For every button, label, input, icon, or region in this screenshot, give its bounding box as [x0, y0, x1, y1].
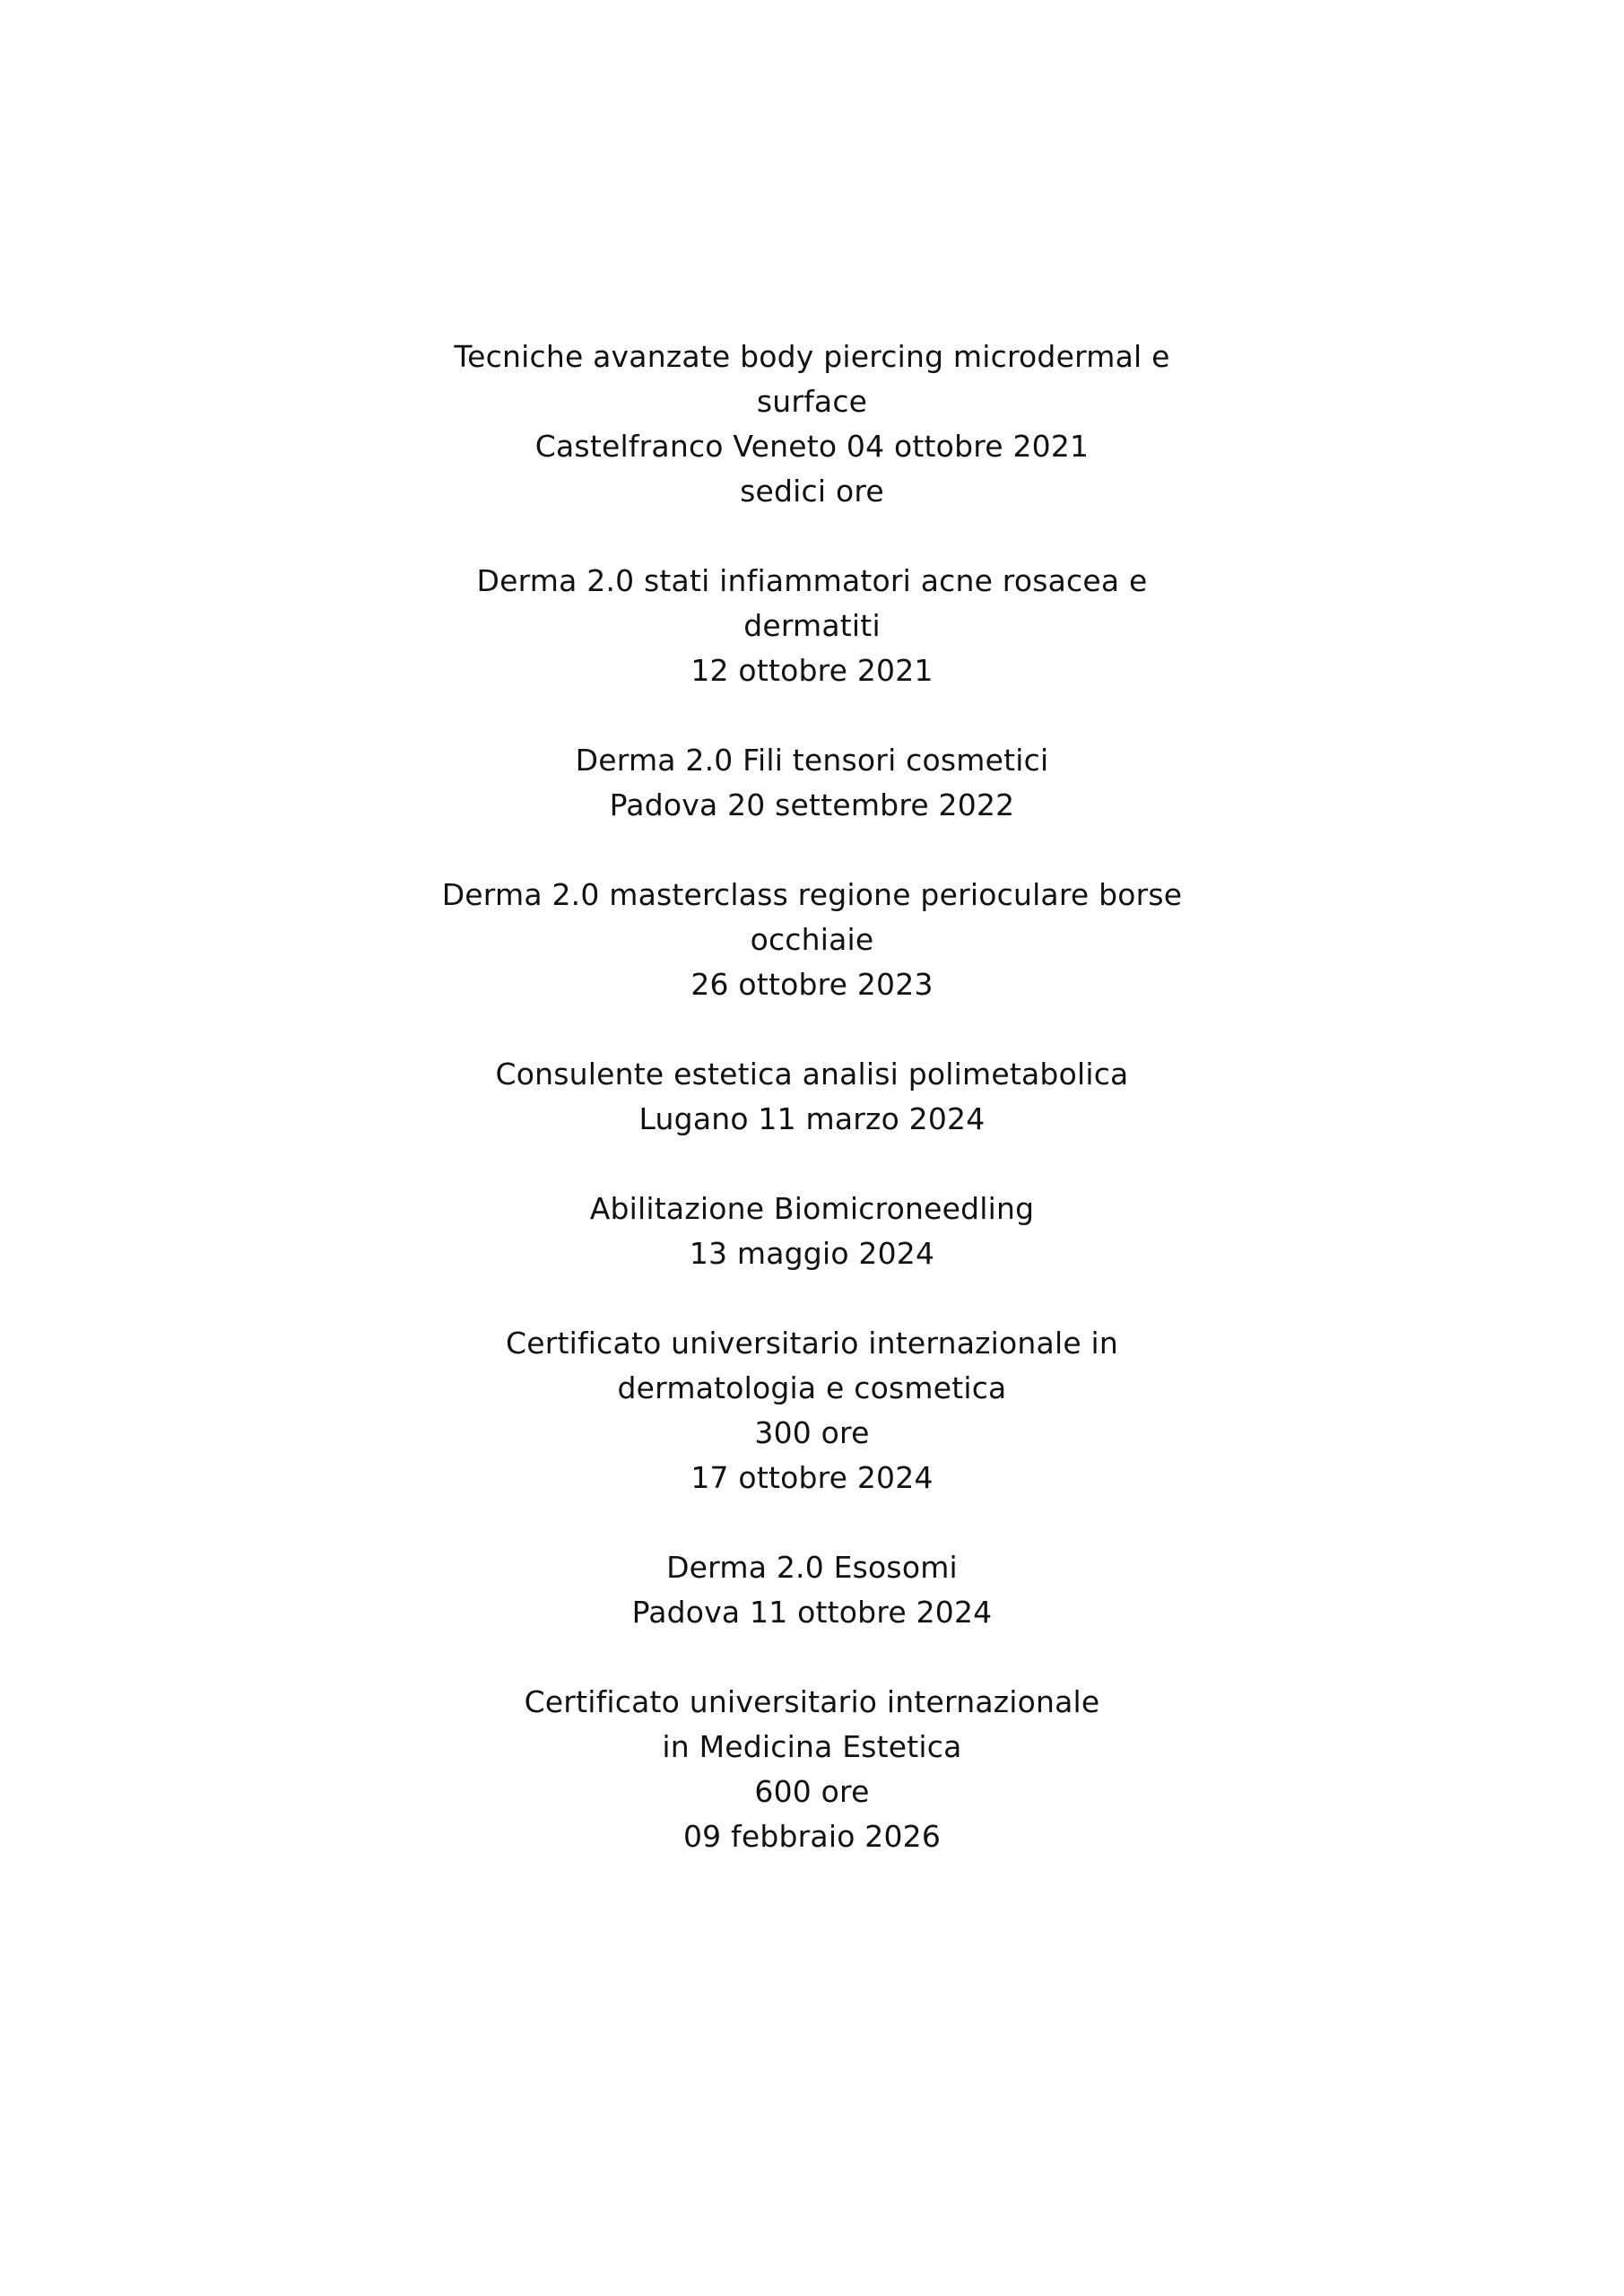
course-date: 12 ottobre 2021	[690, 653, 934, 688]
course-title-line: occhiaie	[750, 922, 874, 957]
course-title-line: Certificato universitario internazionale in	[505, 1326, 1119, 1361]
course-entry	[0, 1680, 1624, 1859]
course-title-line: dermatiti	[743, 608, 881, 643]
course-title-line: in Medicina Estetica	[662, 1729, 962, 1764]
course-date: 13 maggio 2024	[689, 1236, 935, 1271]
course-place-date: Castelfranco Veneto 04 ottobre 2021	[534, 429, 1090, 464]
course-entry	[0, 1052, 1624, 1142]
course-entry	[0, 738, 1624, 828]
course-title-line: Derma 2.0 Fili tensori cosmetici	[575, 743, 1049, 778]
course-entry	[0, 873, 1624, 1007]
course-duration: 300 ore	[754, 1415, 870, 1450]
course-place-date: Padova 20 settembre 2022	[609, 787, 1015, 822]
course-entry	[0, 1187, 1624, 1276]
course-title-line: Tecniche avanzate body piercing microdermal e	[454, 339, 1170, 374]
course-title-line: Derma 2.0 stati infiammatori acne rosacea e	[476, 563, 1148, 598]
course-list	[0, 335, 1624, 1904]
course-date: 26 ottobre 2023	[690, 967, 934, 1002]
course-title-line: Derma 2.0 masterclass regione perioculare borse	[441, 877, 1183, 912]
course-title-line: Certificato universitario internazionale	[524, 1684, 1100, 1719]
course-date: 17 ottobre 2024	[690, 1460, 934, 1495]
course-entry	[0, 1321, 1624, 1500]
course-title-line: Derma 2.0 Esosomi	[666, 1550, 958, 1585]
course-date: 09 febbraio 2026	[682, 1819, 942, 1854]
course-title-line: dermatologia e cosmetica	[617, 1370, 1007, 1405]
course-place-date: Lugano 11 marzo 2024	[638, 1101, 986, 1136]
course-title-line: surface	[756, 384, 868, 419]
course-duration: 600 ore	[754, 1774, 870, 1809]
course-entry	[0, 335, 1624, 514]
course-entry	[0, 559, 1624, 693]
course-duration: sedici ore	[740, 474, 884, 509]
course-entry	[0, 1545, 1624, 1635]
course-title-line: Abilitazione Biomicroneedling	[589, 1191, 1035, 1226]
course-title-line: Consulente estetica analisi polimetabolica	[495, 1057, 1129, 1091]
course-place-date: Padova 11 ottobre 2024	[631, 1595, 993, 1630]
